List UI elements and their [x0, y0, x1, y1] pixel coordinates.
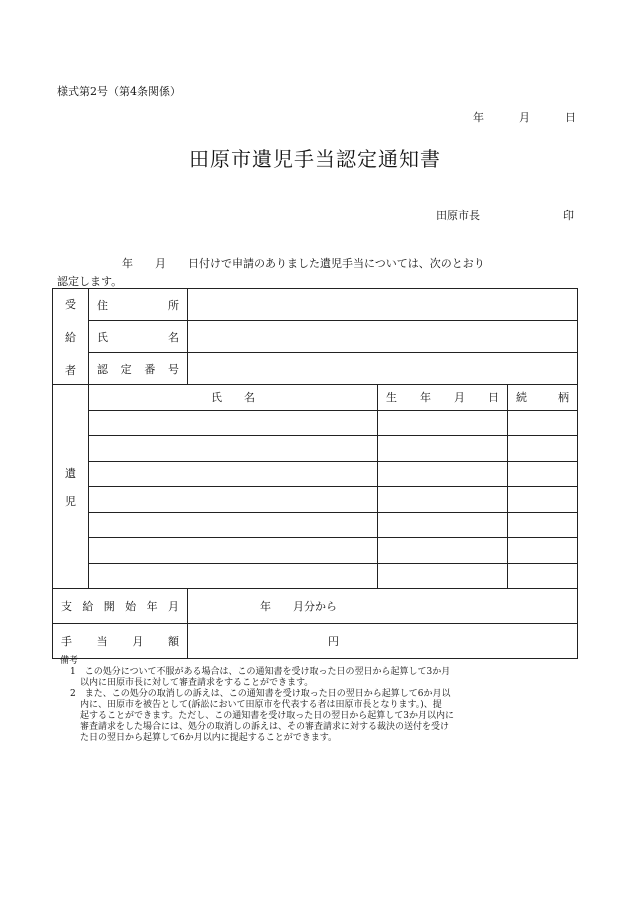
intro-line-1: 年 月 日付けで申請のありました遺児手当については、次のとおり	[122, 257, 485, 270]
child-name-cell[interactable]	[89, 436, 378, 462]
child-name-cell[interactable]	[89, 461, 378, 487]
cert-number-label: 認 定 番 号	[89, 353, 188, 385]
child-birthdate-cell[interactable]	[378, 538, 508, 564]
form-number: 様式第2号（第4条関係）	[57, 85, 181, 98]
child-relation-cell[interactable]	[508, 436, 578, 462]
note-2-line-2: 内に、田原市を被告として(訴訟において田原市を代表する者は田原市長となります。)、提	[80, 700, 442, 710]
child-relation-cell[interactable]	[508, 461, 578, 487]
child-birthdate-cell[interactable]	[378, 487, 508, 513]
issuer-line	[436, 207, 574, 223]
child-name-cell[interactable]	[89, 410, 378, 436]
child-relation-cell[interactable]	[508, 512, 578, 538]
payment-start-field[interactable]	[188, 589, 578, 624]
document-title: 田原市遺児手当認定通知書	[189, 147, 441, 171]
note-2-line-5: た日の翌日から起算して6か月以内に提起することができます。	[80, 733, 338, 743]
address-label: 住 所	[89, 289, 188, 321]
date-day-label: 日	[565, 111, 576, 124]
monthly-amount-field[interactable]	[188, 624, 578, 659]
address-field[interactable]	[188, 289, 578, 321]
monthly-amount-label: 手 当 月 額	[53, 624, 188, 659]
child-name-header: 氏 名	[89, 385, 378, 411]
monthly-amount-unit: 円	[328, 635, 339, 648]
name-field[interactable]	[188, 321, 578, 353]
date-month-label: 月	[519, 111, 530, 124]
child-relation-header: 続 柄	[508, 385, 578, 411]
child-birthdate-cell[interactable]	[378, 410, 508, 436]
note-1-line-2: 以内に田原市長に対して審査請求をすることができます。	[80, 678, 314, 688]
recipient-side-label: 受 給 者	[53, 289, 89, 385]
child-name-cell[interactable]	[89, 563, 378, 589]
certification-table	[52, 288, 578, 659]
child-relation-cell[interactable]	[508, 487, 578, 513]
child-birthdate-cell[interactable]	[378, 436, 508, 462]
notes-section	[60, 656, 454, 744]
seal-mark: 印	[563, 209, 574, 222]
date-year-label: 年	[473, 111, 484, 124]
payment-start-value: 年 月分から	[260, 600, 337, 613]
payment-start-label: 支 給 開 始 年 月	[53, 589, 188, 624]
cert-number-field[interactable]	[188, 353, 578, 385]
note-1-line-1: 1 この処分について不服がある場合は、この通知書を受け取った日の翌日から起算して3か月	[70, 667, 451, 677]
child-relation-cell[interactable]	[508, 563, 578, 589]
child-relation-cell[interactable]	[508, 538, 578, 564]
note-2-line-4: 審査請求をした場合には、処分の取消しの訴えは、その審査請求に対する裁決の送付を受け	[80, 722, 450, 732]
note-2-line-1: 2 また、この処分の取消しの訴えは、この通知書を受け取った日の翌日から起算して6か月以	[70, 689, 451, 699]
child-name-cell[interactable]	[89, 538, 378, 564]
child-birthdate-cell[interactable]	[378, 512, 508, 538]
child-name-cell[interactable]	[89, 487, 378, 513]
child-birthdate-cell[interactable]	[378, 461, 508, 487]
child-birthdate-cell[interactable]	[378, 563, 508, 589]
child-relation-cell[interactable]	[508, 410, 578, 436]
issue-date	[473, 109, 576, 125]
notes-heading: 備考	[60, 656, 79, 666]
children-side-label: 遺 児	[53, 385, 89, 589]
child-birthdate-header: 生 年 月 日	[378, 385, 508, 411]
note-2-line-3: 起することができます。ただし、この通知書を受け取った日の翌日から起算して3か月以内に	[80, 711, 455, 721]
child-name-cell[interactable]	[89, 512, 378, 538]
name-label: 氏 名	[89, 321, 188, 353]
issuer-name: 田原市長	[436, 209, 480, 222]
intro-line-2: 認定します。	[57, 275, 123, 288]
